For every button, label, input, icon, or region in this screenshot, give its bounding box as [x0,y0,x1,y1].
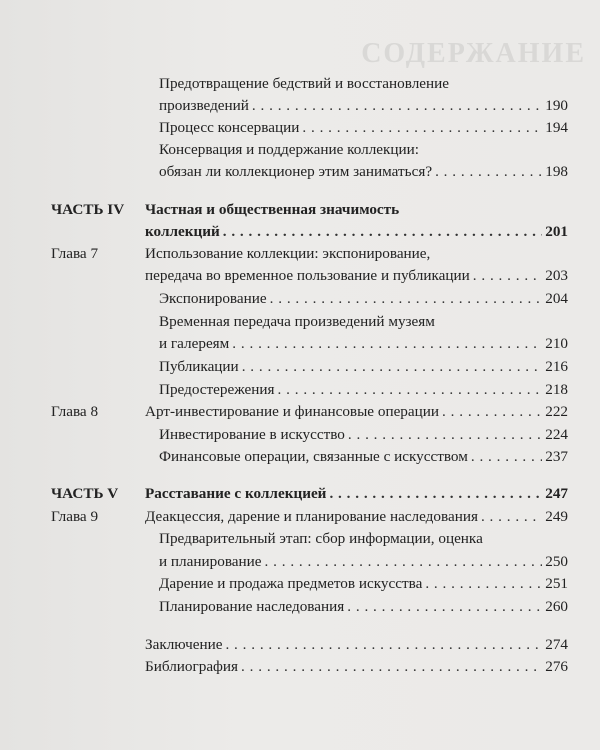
toc-row [0,379,600,401]
entry-title: и планирование [159,553,262,570]
toc-row [0,424,600,446]
entry-title: Консервация и поддержание коллекции: [159,141,420,158]
entry-title: Использование коллекции: экспонирование, [145,245,431,262]
entry-title: Дарение и продажа предметов искусства [159,575,423,592]
dot-leader [442,401,542,423]
dot-leader [471,446,542,468]
page-number: 203 [545,267,568,284]
page-number: 210 [545,335,568,352]
toc-row-part [0,199,600,221]
toc-row [0,73,600,95]
toc-entry [159,161,568,183]
entry-title: Предотвращение бедствий и восстановление [159,75,450,92]
dot-leader [329,483,542,505]
entry-title: Временная передача произведений музеям [159,313,435,330]
toc-entry [159,446,568,468]
toc-row [0,528,600,550]
toc-entry [159,73,568,95]
page-number: 201 [545,223,568,240]
dot-leader [302,117,542,139]
dot-leader [265,551,543,573]
dot-leader [425,573,542,595]
toc-entry [145,656,568,678]
page-number: 274 [545,636,568,653]
entry-title: Инвестирование в искусство [159,426,345,443]
toc-row [0,117,600,139]
page-number: 222 [545,403,568,420]
page-number: 216 [545,358,568,375]
page-number: 204 [545,290,568,307]
page-number: 250 [545,553,568,570]
toc-entry [145,401,568,423]
dot-leader [348,424,542,446]
entry-title: Предварительный этап: сбор информации, оценка [159,530,483,547]
toc-row [0,656,600,678]
page-number: 276 [545,658,568,675]
part-label: ЧАСТЬ IV [51,201,125,218]
dot-leader [252,95,542,117]
entry-title: Частная и общественная значимость [145,201,400,218]
page-number: 218 [545,381,568,398]
toc-entry [145,243,568,265]
toc-entry [159,379,568,401]
toc-row-part [0,221,600,243]
toc-row [0,139,600,161]
toc-entry [145,483,568,505]
dot-leader [481,506,542,528]
toc-entry [159,528,568,550]
dot-leader [270,288,543,310]
entry-title: Заключение [145,636,223,653]
page-number: 251 [545,575,568,592]
page-number: 190 [545,97,568,114]
chapter-label: Глава 7 [51,245,99,262]
toc-row [0,95,600,117]
toc-row [0,356,600,378]
dot-leader [435,161,542,183]
dot-leader [232,333,542,355]
entry-title: Предостережения [159,381,275,398]
chapter-label: Глава 9 [51,508,99,525]
entry-title: Финансовые операции, связанные с искусством [159,448,468,465]
toc-entry [159,288,568,310]
entry-title: произведений [159,97,249,114]
part-label: ЧАСТЬ V [51,485,119,502]
entry-title: Арт-инвестирование и финансовые операции [145,403,440,420]
toc-row [0,333,600,355]
toc-entry [145,506,568,528]
toc-row [0,288,600,310]
entry-title: Деакцессия, дарение и планирование наследования [145,508,478,525]
page-number: 247 [545,485,568,502]
toc-row [0,596,600,618]
page-number: 237 [545,448,568,465]
toc-entry [159,424,568,446]
toc-entry [145,199,568,221]
toc-row [0,311,600,333]
dot-leader [347,596,542,618]
dot-leader [225,634,542,656]
chapter-label: Глава 8 [51,403,99,420]
entry-title: Процесс консервации [159,119,300,136]
entry-title: Библиография [145,658,239,675]
toc-row [0,265,600,287]
entry-title: коллекций [145,223,220,240]
toc-row [0,551,600,573]
page-number: 194 [545,119,568,136]
page-number: 198 [545,163,568,180]
toc-row [0,446,600,468]
toc-row-part [0,483,600,505]
entry-title: передача во временное пользование и публикации [145,267,470,284]
entry-title: Публикации [159,358,239,375]
entry-title: Экспонирование [159,290,267,307]
entry-title: и галереям [159,335,230,352]
toc-row-chapter [0,243,600,265]
toc-entry [159,333,568,355]
toc-entry [159,356,568,378]
toc-row [0,161,600,183]
toc-row-chapter [0,401,600,423]
dot-leader [223,221,542,243]
toc-entry [159,139,568,161]
page-number: 249 [545,508,568,525]
page-number: 224 [545,426,568,443]
entry-title: Планирование наследования [159,598,345,615]
dot-leader [242,356,543,378]
entry-title: обязан ли коллекционер этим заниматься? [159,163,433,180]
toc-row [0,634,600,656]
toc-entry [145,634,568,656]
dot-leader [473,265,542,287]
page-number: 260 [545,598,568,615]
toc-entry [159,311,568,333]
entry-title: Расставание с коллекцией [145,485,327,502]
dot-leader [278,379,543,401]
toc-entry [159,95,568,117]
toc-row [0,573,600,595]
toc-entry [159,573,568,595]
bleed-through-heading: СОДЕРЖАНИЕ [361,38,586,69]
dot-leader [241,656,542,678]
toc-entry [159,551,568,573]
toc-entry [159,596,568,618]
toc-row-chapter [0,506,600,528]
toc-entry [159,117,568,139]
toc-entry [145,221,568,243]
toc-entry [145,265,568,287]
